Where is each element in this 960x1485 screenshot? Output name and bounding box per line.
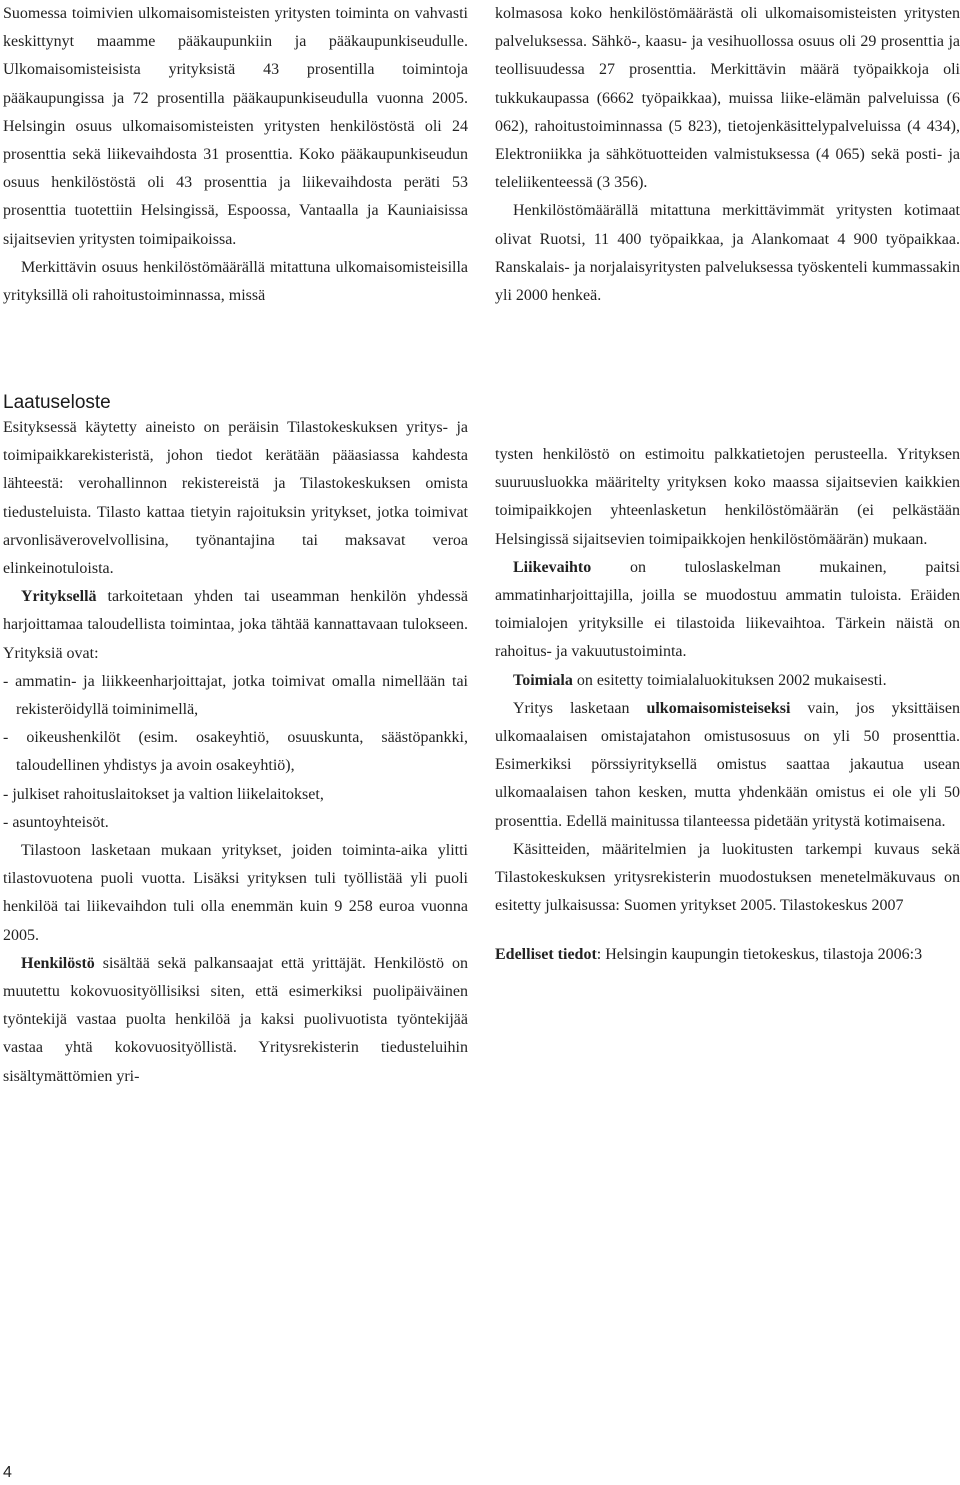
quality-paragraph-foreign-owned: [495, 695, 960, 836]
term-ulkomaisomisteiseksi: ulkomaisomisteiseksi: [646, 699, 791, 717]
quality-paragraph-references: Käsitteiden, määritelmien ja luokitusten tarkempi kuvaus sekä Tilastokeskuksen yritysrekisterin muodostuksen menetelmäkuvaus on esitetty julkaisussa: Suomen yritykset 2005. Tilastokeskus 2007: [495, 840, 960, 915]
quality-paragraph-industry: [495, 667, 960, 695]
personnel-definition: sisältää sekä palkansaajat että yrittäjät. Henkilöstö on muutettu kokovuosityöllisiksi siten, että esimerkiksi puolipäiväinen työntekijä vastaa puolta henkilöä ja kaksi puolivuotista työntekijää vastaa yhtä kokovuosityöllistä. Yritysrekisterin tiedusteluihin sisältymättömien yri-: [3, 954, 468, 1085]
intro-paragraph-2: Merkittävin osuus henkilöstömäärällä mitattuna ulkomaisomisteisilla yrityksillä oli rahoitustoiminnassa, missä: [3, 258, 468, 305]
list-item: - ammatin- ja liikkeenharjoittajat, jotka toimivat omalla nimellään tai rekisteröidyllä toiminimellä,: [3, 672, 468, 719]
quality-left-column: [3, 414, 468, 1091]
section-heading: Laatuseloste: [3, 392, 111, 413]
list-item: - oikeushenkilöt (esim. osakeyhtiö, osuuskunta, säästöpankki, taloudellinen yhdistys ja avoin osakeyhtiö),: [3, 729, 468, 775]
quality-paragraph-turnover: [495, 554, 960, 667]
intro-right-column: [495, 0, 960, 310]
term-henkilosto: Henkilöstö: [21, 954, 95, 972]
industry-definition: on esitetty toimialaluokituksen 2002 mukaisesti.: [572, 671, 887, 689]
term-toimiala: Toimiala: [513, 671, 573, 689]
paragraph-spacer: [495, 920, 960, 941]
company-type-list: [3, 668, 468, 837]
term-liikevaihto: Liikevaihto: [513, 558, 592, 576]
intro-left-column: [3, 0, 468, 310]
list-item: - julkiset rahoituslaitokset ja valtion liikelaitokset,: [3, 785, 324, 803]
foreign-owned-definition: vain, jos yksittäisen ulkomaalaisen omistajatahon omistusosuus on yli 50 prosenttia. Esimerkiksi pörssiyrityksellä omistus saattaa jakautua usean ulkomaalaisen tahon kesken, mutta yhdenkään omistus ei ole yli 50 prosenttia. Edellä mainitussa tilanteessa pidetään yritystä kotimaisena.: [495, 699, 960, 830]
previous-data-text: : Helsingin kaupungin tietokeskus, tilastoja 2006:3: [596, 946, 923, 964]
turnover-definition: on tuloslaskelman mukainen, paitsi ammatinharjoittajilla, joilla se muodostuu ammatin tuloista. Eräiden toimialojen yrityksille ei tilastoida liikevaihtoa. Tärkein näistä on rahoitus- ja vakuutustoiminta.: [495, 558, 960, 661]
term-yrityksella: Yrityksellä: [21, 588, 97, 606]
intro-paragraph-3: kolmasosa koko henkilöstömäärästä oli ulkomaisomisteisten yritysten palveluksessa. Sähkö-, kaasu- ja vesihuollossa osuus oli 29 prosenttia ja teollisuudessa 27 prosenttia. Merkittävin määrä työpaikkoja oli tukkukaupassa (6662 työpaikkaa), muissa liike-elämän palveluissa (6 062), rahoitustoiminnassa (5 823), tietojenkäsittelypalveluissa (4 434), Elektroniikka ja sähkötuotteiden valmistuksessa (4 065) sekä posti- ja teleliikenteessä (3 356).: [495, 5, 960, 192]
company-definition: tarkoitetaan yhden tai useamman henkilön yhdessä harjoittamaa taloudellista toimintaa, joka tähtää kannattavaan tulokseen. Yrityksiä ovat:: [3, 588, 468, 662]
foreign-owned-lead: Yritys lasketaan: [513, 699, 647, 717]
intro-paragraph-4: Henkilöstömäärällä mitattuna merkittävimmät yritysten kotimaat olivat Ruotsi, 11 400 työpaikkaa, ja Alankomaat 4 900 työpaikkaa. Ranskalais- ja norjalaisyritysten palveluksessa työskenteli kummassakin yli 2000 henkeä.: [495, 202, 960, 305]
quality-paragraph-source: Esityksessä käytetty aineisto on peräisin Tilastokeskuksen yritys- ja toimipaikkarekisteristä, johon tiedot kerätään pääasiassa kahdesta lähteestä: verohallinnon rekistereistä ja Tilastokeskuksen omista tiedusteluista. Tilasto kattaa tietyin rajoituksin yritykset, jotka toimivat arvonlisäverovelvollisina, työnantajina tai maksavat veroa elinkeinotuloista.: [3, 419, 468, 578]
quality-paragraph-company: [3, 583, 468, 668]
intro-paragraph-1: Suomessa toimivien ulkomaisomisteisten yritysten toiminta on vahvasti keskittynyt maamme pääkaupunkiin ja pääkaupunkiseudulle. Ulkomaisomisteisista yrityksistä 43 prosentilla toimintoja pääkaupungissa ja 72 prosentilla pääkaupunkiseudulla vuonna 2005. Helsingin osuus ulkomaisomisteisten yritysten henkilöstöstä oli 24 prosenttia sekä liikevaihdosta 31 prosenttia. Koko pääkaupunkiseudun osuus henkilöstöstä oli 43 prosenttia ja liikevaihdosta peräti 53 prosenttia tuotettiin Helsingissä, Espoossa, Vantaalla ja Kauniaisissa sijaitsevien yritysten toimipaikoissa.: [3, 5, 468, 248]
list-item: - asuntoyhteisöt.: [3, 813, 109, 831]
quality-paragraph-personnel: [3, 950, 468, 1091]
term-edelliset-tiedot: Edelliset tiedot: [495, 946, 597, 964]
page-number: 4: [3, 1464, 12, 1481]
quality-right-column: [495, 441, 960, 970]
quality-paragraph-estimation: tysten henkilöstö on estimoitu palkkatietojen perusteella. Yrityksen suuruusluokka määritelty yrityksen koko maassa sijaitsevien kaikkien toimipaikkojen yhteenlasketun henkilöstömäärän (ei pelkästään Helsingissä sijaitsevien toimipaikkojen henkilöstömäärän) mukaan.: [495, 446, 960, 548]
quality-paragraph-inclusion: Tilastoon lasketaan mukaan yritykset, joiden toiminta-aika ylitti tilastovuotena puoli vuotta. Lisäksi yrityksen tuli työllistää yli puoli henkilöä tai liikevaihdon tuli olla enemmän kuin 9 258 euroa vuonna 2005.: [3, 842, 468, 944]
previous-data-note: [495, 941, 960, 969]
